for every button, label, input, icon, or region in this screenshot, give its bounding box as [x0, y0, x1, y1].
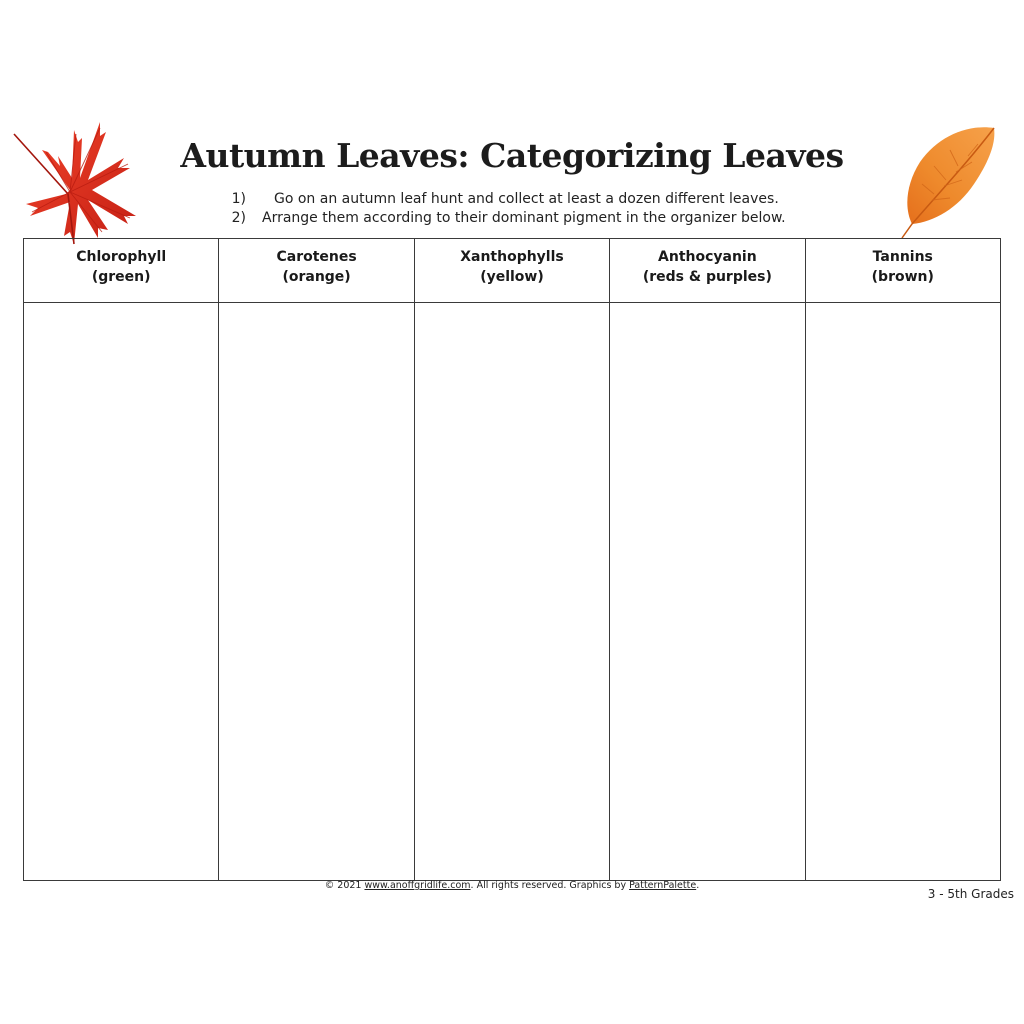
copyright-footer [0, 880, 1024, 891]
footer-suffix: . [696, 880, 700, 891]
page-title: Autumn Leaves: Categorizing Leaves [180, 136, 844, 175]
sorting-area-chlorophyll[interactable] [24, 303, 219, 881]
column-subtitle: (yellow) [480, 269, 544, 285]
column-subtitle: (orange) [282, 269, 351, 285]
column-name: Carotenes [276, 249, 357, 265]
column-name: Chlorophyll [76, 249, 167, 265]
sorting-area-tannins[interactable] [805, 303, 1000, 881]
instruction-item [210, 190, 850, 209]
instruction-item [210, 209, 850, 228]
credit-link[interactable]: PatternPalette [629, 880, 697, 891]
sorting-area-carotenes[interactable] [219, 303, 414, 881]
column-subtitle: (reds & purples) [642, 269, 772, 285]
column-header-xanthophylls [414, 239, 609, 303]
instruction-text: Arrange them according to their dominant pigment in the organizer below. [262, 210, 786, 226]
column-name: Anthocyanin [658, 249, 757, 265]
column-header-chlorophyll [24, 239, 219, 303]
sorting-area-anthocyanin[interactable] [610, 303, 805, 881]
sorting-row [24, 303, 1001, 881]
column-header-anthocyanin [610, 239, 805, 303]
footer-prefix: © 2021 [324, 880, 365, 891]
site-link[interactable]: www.anoffgridlife.com [364, 880, 471, 891]
header-row [24, 239, 1001, 303]
sorting-area-xanthophylls[interactable] [414, 303, 609, 881]
footer-middle: . All rights reserved. Graphics by [470, 880, 630, 891]
instruction-number: 1) [231, 191, 246, 207]
column-header-tannins [805, 239, 1000, 303]
column-name: Xanthophylls [460, 249, 564, 265]
instructions-list [210, 190, 850, 228]
column-subtitle: (brown) [871, 269, 934, 285]
pigment-organizer-table [23, 238, 1001, 881]
column-subtitle: (green) [91, 269, 151, 285]
column-header-carotenes [219, 239, 414, 303]
column-name: Tannins [872, 249, 933, 265]
instruction-text: Go on an autumn leaf hunt and collect at least a dozen different leaves. [274, 191, 779, 207]
grade-level-label: 3 - 5th Grades [927, 887, 1014, 901]
instruction-number: 2) [231, 210, 246, 226]
